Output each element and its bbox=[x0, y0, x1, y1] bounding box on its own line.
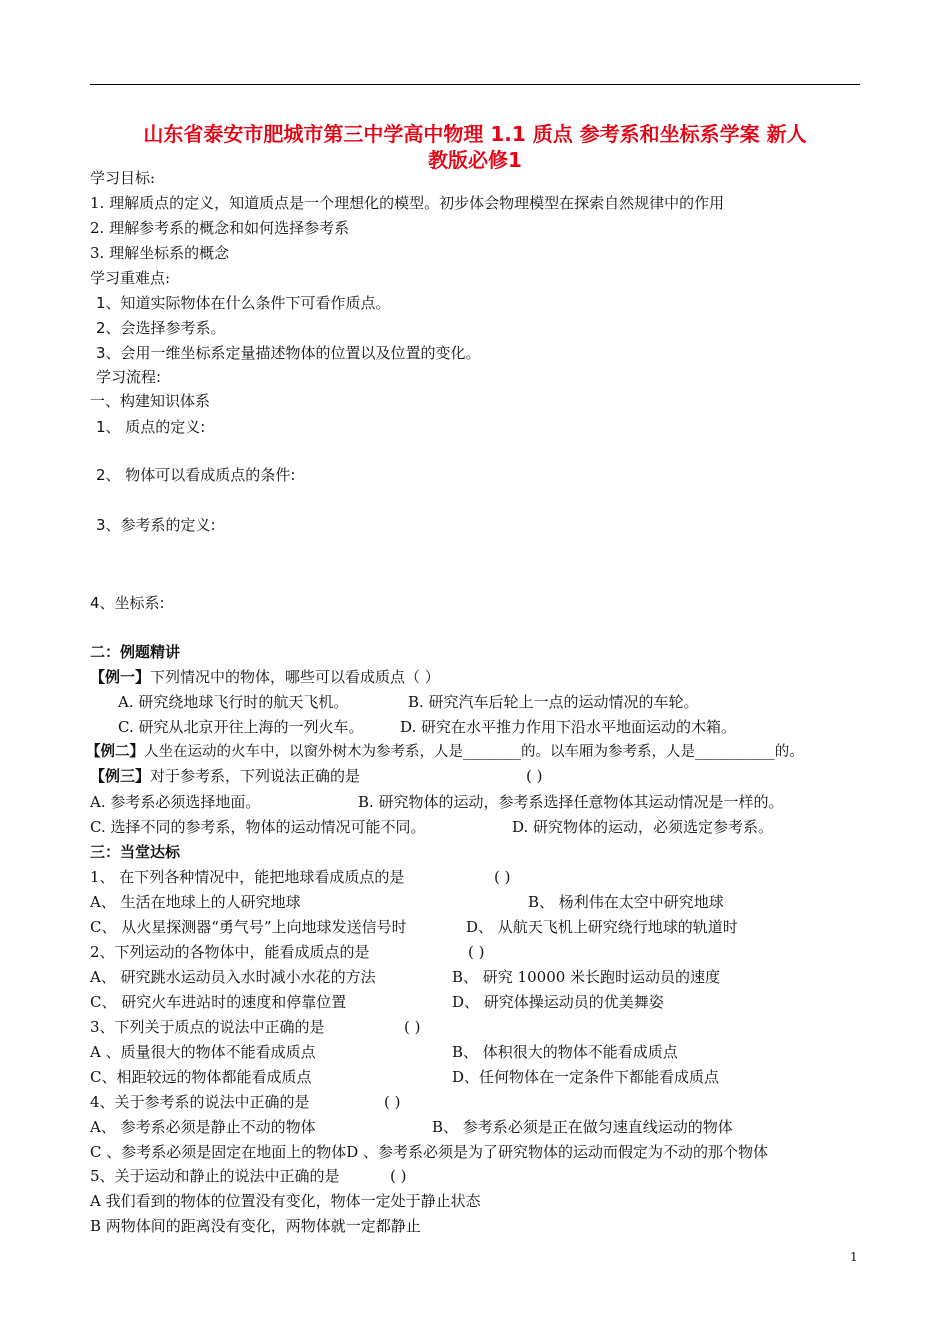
q5-option-b: B 两物体间的距离没有变化，两物体就一定都静止 bbox=[90, 1217, 421, 1235]
q4-stem: 4、关于参考系的说法中正确的是 bbox=[90, 1093, 310, 1111]
q2-option-a: A、 研究跳水运动员入水时减小水花的方法 bbox=[90, 968, 376, 986]
q4-option-a: A、 参考系必须是静止不动的物体 bbox=[90, 1118, 316, 1136]
example-1 bbox=[90, 667, 440, 687]
q2-stem: 2、下列运动的各物体中，能看成质点的是 bbox=[90, 943, 370, 961]
q2-option-d: D、 研究体操运动员的优美舞姿 bbox=[452, 993, 664, 1011]
difficulty-item-1: 1、知道实际物体在什么条件下可看作质点。 bbox=[96, 294, 391, 312]
knowledge-item-4: 4、坐标系: bbox=[90, 594, 165, 612]
example-1-option-c: C. 研究从北京开往上海的一列火车。 bbox=[118, 718, 364, 736]
goal-item-1: 1. 理解质点的定义，知道质点是一个理想化的模型。初步体会物理模型在探索自然规律中的作用 bbox=[90, 194, 725, 212]
process-heading: 学习流程: bbox=[96, 368, 162, 386]
knowledge-item-2: 2、 物体可以看成质点的条件: bbox=[96, 466, 296, 484]
header-rule bbox=[90, 84, 860, 85]
example-2 bbox=[86, 742, 804, 762]
q1-stem: 1、 在下列各种情况中，能把地球看成质点的是 bbox=[90, 868, 405, 886]
q3-stem: 3、下列关于质点的说法中正确的是 bbox=[90, 1018, 325, 1036]
example-2-tag: 【例二】 bbox=[86, 744, 144, 760]
q4-paren: ( ) bbox=[384, 1093, 401, 1111]
practice-heading: 三：当堂达标 bbox=[90, 843, 181, 861]
example-1-text: 下列情况中的物体，哪些可以看成质点（ ） bbox=[150, 668, 440, 686]
q1-option-d: D、 从航天飞机上研究绕行地球的轨道时 bbox=[466, 918, 738, 936]
q2-paren: ( ) bbox=[468, 943, 485, 961]
document-title-line1: 山东省泰安市肥城市第三中学高中物理 1.1 质点 参考系和坐标系学案 新人 bbox=[143, 122, 807, 146]
q4-option-b: B、 参考系必须是正在做匀速直线运动的物体 bbox=[432, 1118, 733, 1136]
q2-option-c: C、 研究火车进站时的速度和停靠位置 bbox=[90, 993, 347, 1011]
q5-option-a: A 我们看到的物体的位置没有变化，物体一定处于静止状态 bbox=[90, 1192, 481, 1210]
example-3-option-d: D. 研究物体的运动，必须选定参考系。 bbox=[512, 818, 774, 836]
q3-option-a: A 、质量很大的物体不能看成质点 bbox=[90, 1043, 316, 1061]
example-3-option-b: B. 研究物体的运动，参考系选择任意物体其运动情况是一样的。 bbox=[358, 793, 784, 811]
difficulty-item-3: 3、会用一维坐标系定量描述物体的位置以及位置的变化。 bbox=[96, 344, 481, 362]
example-3-option-c: C. 选择不同的参考系，物体的运动情况可能不同。 bbox=[90, 818, 426, 836]
knowledge-item-3: 3、参考系的定义: bbox=[96, 516, 216, 534]
q3-paren: ( ) bbox=[404, 1018, 421, 1036]
example-3-text: 对于参考系，下列说法正确的是 bbox=[150, 767, 361, 785]
example-1-tag: 【例一】 bbox=[90, 668, 151, 686]
q3-option-b: B、 体积很大的物体不能看成质点 bbox=[452, 1043, 678, 1061]
q1-option-a: A、 生活在地球上的人研究地球 bbox=[90, 893, 301, 911]
section-knowledge-system: 一、构建知识体系 bbox=[90, 392, 211, 410]
page-number: 1 bbox=[850, 1250, 858, 1264]
goal-item-2: 2. 理解参考系的概念和如何选择参考系 bbox=[90, 219, 350, 237]
q1-option-c: C、 从火星探测器“勇气号”上向地球发送信号时 bbox=[90, 918, 407, 936]
q5-stem: 5、关于运动和静止的说法中正确的是 bbox=[90, 1167, 340, 1185]
example-1-option-d: D. 研究在水平推力作用下沿水平地面运动的木箱。 bbox=[400, 718, 737, 736]
q4-option-cd: C 、参考系必须是固定在地面上的物体D 、参考系必须是为了研究物体的运动而假定为不动的那个物体 bbox=[90, 1143, 769, 1161]
example-3-tag: 【例三】 bbox=[90, 767, 151, 785]
goal-item-3: 3. 理解坐标系的概念 bbox=[90, 244, 230, 262]
goals-heading: 学习目标: bbox=[90, 169, 156, 187]
q1-paren: ( ) bbox=[494, 868, 511, 886]
example-1-option-a: A. 研究绕地球飞行时的航天飞机。 bbox=[118, 693, 349, 711]
difficulties-heading: 学习重难点: bbox=[90, 269, 171, 287]
examples-heading: 二：例题精讲 bbox=[90, 643, 181, 661]
example-1-option-b: B. 研究汽车后轮上一点的运动情况的车轮。 bbox=[408, 693, 699, 711]
example-3-paren: ( ) bbox=[526, 767, 543, 785]
difficulty-item-2: 2、会选择参考系。 bbox=[96, 319, 226, 337]
example-2-text: 人坐在运动的火车中，以窗外树木为参考系，人是________的。以车厢为参考系，人是___________的。 bbox=[144, 744, 804, 760]
example-3-option-a: A. 参考系必须选择地面。 bbox=[90, 793, 261, 811]
example-3 bbox=[90, 766, 360, 786]
q3-option-d: D、任何物体在一定条件下都能看成质点 bbox=[452, 1068, 720, 1086]
document-title-line2: 教版必修1 bbox=[428, 148, 522, 172]
q1-option-b: B、 杨利伟在太空中研究地球 bbox=[528, 893, 724, 911]
q3-option-c: C、相距较远的物体都能看成质点 bbox=[90, 1068, 312, 1086]
knowledge-item-1: 1、 质点的定义: bbox=[96, 418, 206, 436]
q5-paren: ( ) bbox=[390, 1167, 407, 1185]
q2-option-b: B、 研究 10000 米长跑时运动员的速度 bbox=[452, 968, 721, 986]
